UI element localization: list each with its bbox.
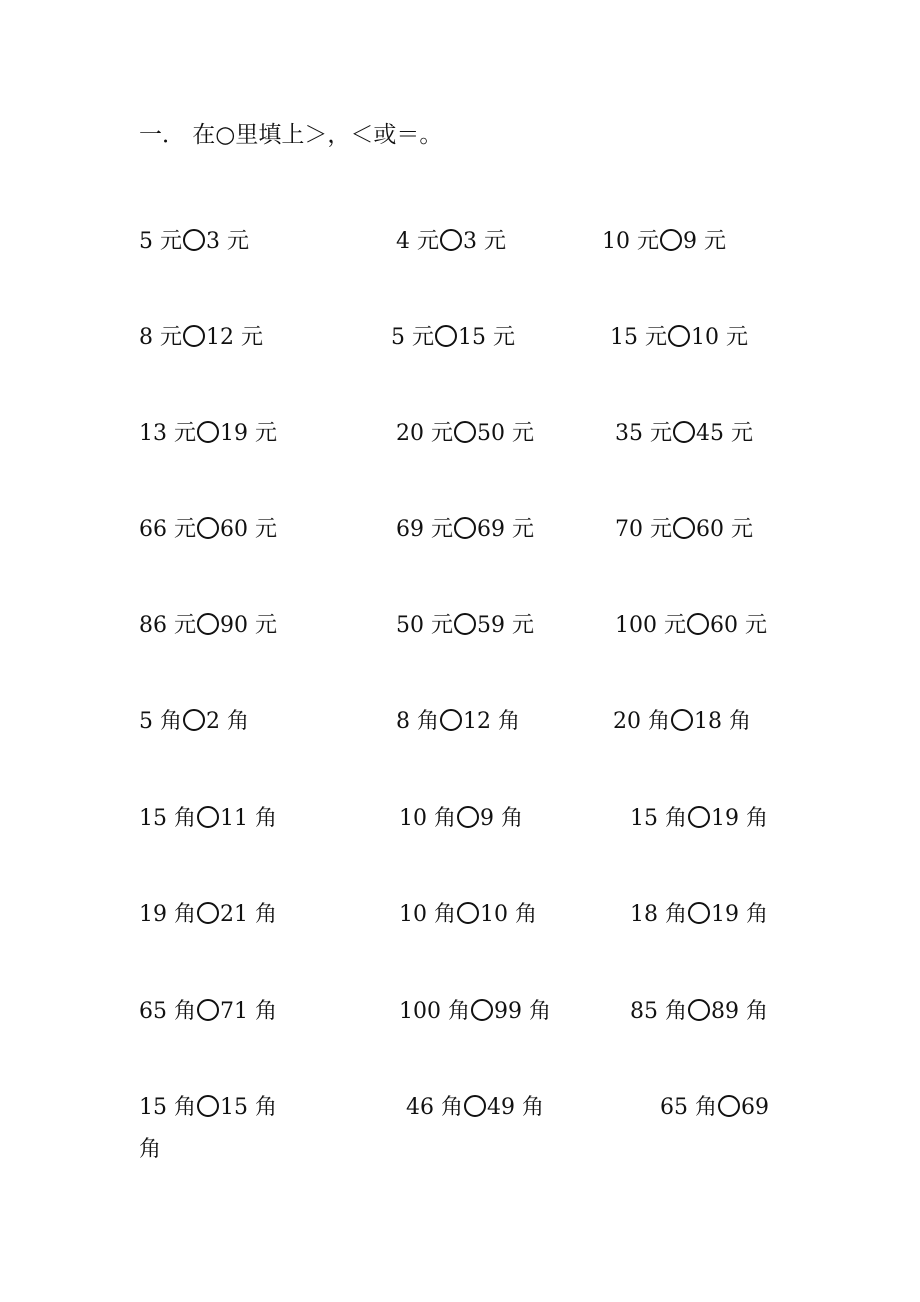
left-amount: 69 元 bbox=[396, 517, 453, 542]
answer-circle[interactable] bbox=[718, 1095, 740, 1117]
right-amount: 69 bbox=[741, 1095, 769, 1120]
left-amount: 86 元 bbox=[139, 613, 196, 638]
answer-circle[interactable] bbox=[673, 517, 695, 539]
left-amount: 20 角 bbox=[613, 709, 670, 734]
left-amount: 5 角 bbox=[139, 709, 182, 734]
right-amount: 69 元 bbox=[477, 517, 534, 542]
right-amount: 9 角 bbox=[480, 806, 523, 831]
answer-circle[interactable] bbox=[440, 709, 462, 731]
answer-circle[interactable] bbox=[688, 902, 710, 924]
comparison-item bbox=[399, 899, 537, 931]
answer-circle[interactable] bbox=[435, 325, 457, 347]
comparison-item bbox=[610, 322, 748, 354]
comparison-item bbox=[613, 706, 751, 738]
left-amount: 13 元 bbox=[139, 421, 196, 446]
comparison-item bbox=[399, 996, 551, 1028]
comparison-item bbox=[396, 706, 520, 738]
left-amount: 5 元 bbox=[391, 325, 434, 350]
right-amount: 2 角 bbox=[206, 709, 249, 734]
answer-circle[interactable] bbox=[197, 999, 219, 1021]
answer-circle[interactable] bbox=[471, 999, 493, 1021]
comparison-item bbox=[139, 706, 249, 738]
comparison-item bbox=[396, 610, 534, 642]
answer-circle[interactable] bbox=[671, 709, 693, 731]
left-amount: 10 角 bbox=[399, 806, 456, 831]
left-amount: 8 角 bbox=[396, 709, 439, 734]
answer-circle[interactable] bbox=[454, 517, 476, 539]
left-amount: 15 角 bbox=[139, 1095, 196, 1120]
left-amount: 18 角 bbox=[630, 902, 687, 927]
left-amount: 15 角 bbox=[630, 806, 687, 831]
right-amount: 90 元 bbox=[220, 613, 277, 638]
left-amount: 35 元 bbox=[615, 421, 672, 446]
answer-circle[interactable] bbox=[197, 421, 219, 443]
right-amount: 59 元 bbox=[477, 613, 534, 638]
answer-circle[interactable] bbox=[688, 999, 710, 1021]
answer-circle[interactable] bbox=[183, 229, 205, 251]
left-amount: 10 角 bbox=[399, 902, 456, 927]
left-amount: 65 角 bbox=[139, 999, 196, 1024]
right-amount: 19 元 bbox=[220, 421, 277, 446]
answer-circle[interactable] bbox=[440, 229, 462, 251]
right-amount: 9 元 bbox=[683, 229, 726, 254]
answer-circle[interactable] bbox=[197, 517, 219, 539]
left-amount: 66 元 bbox=[139, 517, 196, 542]
left-amount: 20 元 bbox=[396, 421, 453, 446]
comparison-item bbox=[630, 899, 768, 931]
left-amount: 100 元 bbox=[615, 613, 686, 638]
answer-circle[interactable] bbox=[464, 1095, 486, 1117]
comparison-item bbox=[399, 803, 523, 835]
comparison-item bbox=[139, 1092, 277, 1124]
comparison-item bbox=[615, 418, 753, 450]
left-amount: 46 角 bbox=[406, 1095, 463, 1120]
left-amount: 10 元 bbox=[602, 229, 659, 254]
left-amount: 5 元 bbox=[139, 229, 182, 254]
left-amount: 85 角 bbox=[630, 999, 687, 1024]
answer-circle[interactable] bbox=[183, 325, 205, 347]
answer-circle[interactable] bbox=[454, 613, 476, 635]
right-amount: 60 元 bbox=[220, 517, 277, 542]
comparison-item bbox=[139, 899, 277, 931]
right-amount: 99 角 bbox=[494, 999, 551, 1024]
answer-circle[interactable] bbox=[183, 709, 205, 731]
comparison-item bbox=[615, 514, 753, 546]
right-amount: 3 元 bbox=[463, 229, 506, 254]
right-amount: 60 元 bbox=[710, 613, 767, 638]
right-amount: 15 元 bbox=[458, 325, 515, 350]
answer-circle[interactable] bbox=[688, 806, 710, 828]
left-amount: 65 角 bbox=[660, 1095, 717, 1120]
right-amount: 45 元 bbox=[696, 421, 753, 446]
comparison-item bbox=[139, 996, 277, 1028]
comparison-item bbox=[602, 226, 726, 258]
comparison-item bbox=[630, 996, 768, 1028]
comparison-item bbox=[660, 1092, 769, 1124]
left-amount: 15 角 bbox=[139, 806, 196, 831]
left-amount: 15 元 bbox=[610, 325, 667, 350]
left-amount: 50 元 bbox=[396, 613, 453, 638]
right-amount: 15 角 bbox=[220, 1095, 277, 1120]
right-amount: 60 元 bbox=[696, 517, 753, 542]
answer-circle[interactable] bbox=[660, 229, 682, 251]
answer-circle[interactable] bbox=[668, 325, 690, 347]
comparison-item bbox=[396, 418, 534, 450]
comparison-item bbox=[139, 226, 249, 258]
right-amount: 21 角 bbox=[220, 902, 277, 927]
answer-circle[interactable] bbox=[197, 902, 219, 924]
comparison-item bbox=[391, 322, 515, 354]
answer-circle[interactable] bbox=[673, 421, 695, 443]
right-amount: 12 角 bbox=[463, 709, 520, 734]
right-amount: 18 角 bbox=[694, 709, 751, 734]
comparison-item bbox=[396, 514, 534, 546]
right-amount: 10 元 bbox=[691, 325, 748, 350]
comparison-item bbox=[139, 803, 277, 835]
comparison-item bbox=[139, 418, 277, 450]
answer-circle[interactable] bbox=[197, 613, 219, 635]
left-amount: 19 角 bbox=[139, 902, 196, 927]
answer-circle[interactable] bbox=[197, 806, 219, 828]
right-amount: 3 元 bbox=[206, 229, 249, 254]
exercise-title: 一． 在○里填上＞，＜或＝。 bbox=[139, 122, 443, 148]
answer-circle[interactable] bbox=[457, 902, 479, 924]
right-amount: 19 角 bbox=[711, 902, 768, 927]
comparison-item bbox=[615, 610, 767, 642]
answer-circle[interactable] bbox=[457, 806, 479, 828]
comparison-item bbox=[139, 610, 277, 642]
right-amount: 89 角 bbox=[711, 999, 768, 1024]
answer-circle[interactable] bbox=[197, 1095, 219, 1117]
right-amount: 49 角 bbox=[487, 1095, 544, 1120]
right-amount: 11 角 bbox=[220, 806, 277, 831]
left-amount: 8 元 bbox=[139, 325, 182, 350]
left-amount: 4 元 bbox=[396, 229, 439, 254]
comparison-item bbox=[139, 514, 277, 546]
right-amount: 71 角 bbox=[220, 999, 277, 1024]
wrapped-unit: 角 bbox=[139, 1137, 162, 1162]
answer-circle[interactable] bbox=[454, 421, 476, 443]
comparison-item bbox=[139, 322, 263, 354]
left-amount: 100 角 bbox=[399, 999, 470, 1024]
answer-circle[interactable] bbox=[687, 613, 709, 635]
right-amount: 10 角 bbox=[480, 902, 537, 927]
right-amount: 12 元 bbox=[206, 325, 263, 350]
left-amount: 70 元 bbox=[615, 517, 672, 542]
comparison-item bbox=[396, 226, 506, 258]
right-amount: 19 角 bbox=[711, 806, 768, 831]
right-amount: 50 元 bbox=[477, 421, 534, 446]
comparison-item bbox=[406, 1092, 544, 1124]
comparison-item bbox=[630, 803, 768, 835]
